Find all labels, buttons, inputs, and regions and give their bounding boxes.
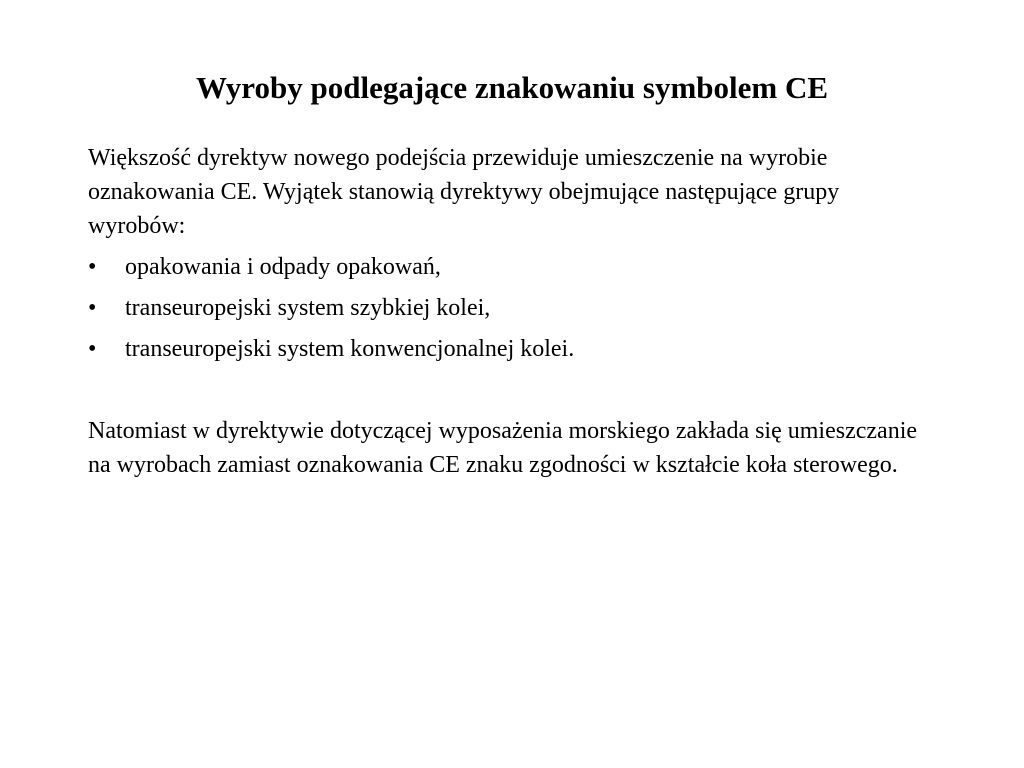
- bullet-dot: •: [88, 295, 97, 321]
- slide-title: Wyroby podlegające znakowaniu symbolem CE: [195, 70, 829, 105]
- bullet-item: [88, 250, 938, 284]
- bullet-dot: •: [88, 336, 97, 362]
- outro-paragraph: Natomiast w dyrektywie dotyczącej wyposażenia morskiego zakłada się umieszczanie na wyrobach zamiast oznakowania CE znaku zgodności w kształcie koła sterowego.: [88, 418, 918, 478]
- bullet-item: [88, 332, 938, 366]
- bullet-text: transeuropejski system szybkiej kolei,: [125, 295, 491, 321]
- bullet-text: transeuropejski system konwencjonalnej kolei.: [125, 336, 575, 362]
- bullet-dot: •: [88, 254, 97, 280]
- bullet-text: opakowania i odpady opakowań,: [125, 254, 441, 280]
- bullet-list: [88, 250, 938, 373]
- intro-paragraph: Większość dyrektyw nowego podejścia przewiduje umieszczenie na wyrobie oznakowania CE. Wyjątek stanowią dyrektywy obejmujące następujące grupy wyrobów:: [88, 145, 840, 239]
- bullet-item: [88, 291, 938, 325]
